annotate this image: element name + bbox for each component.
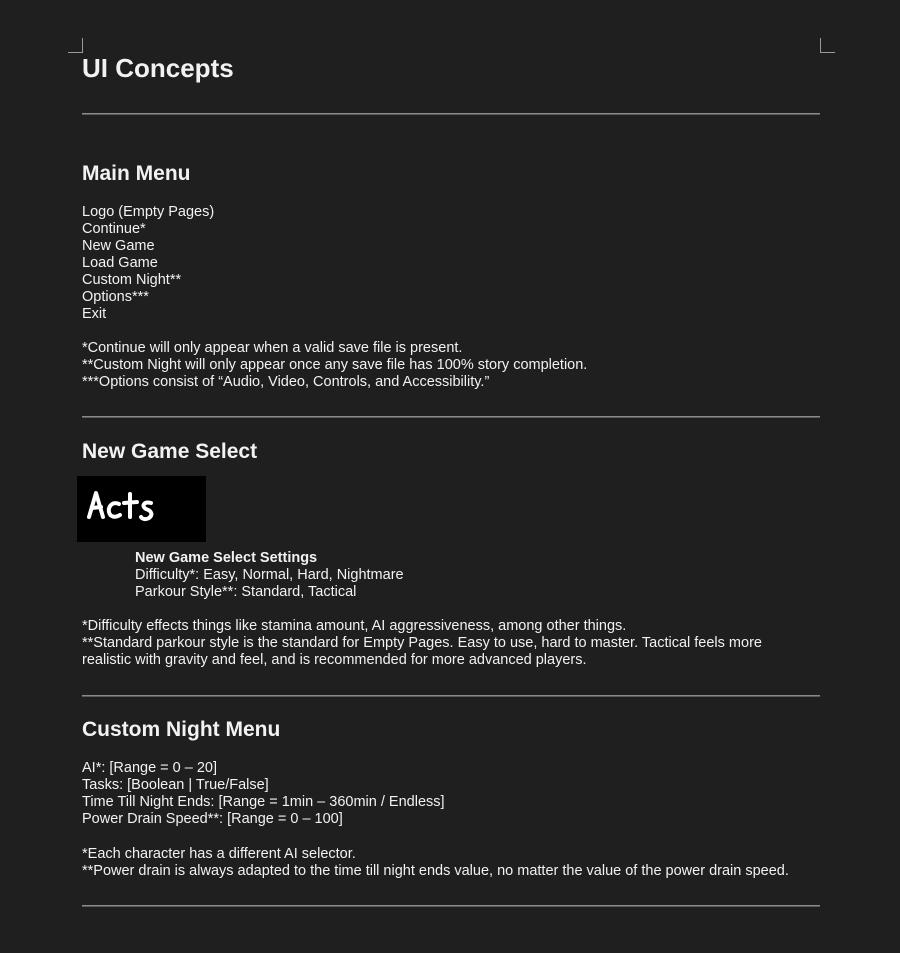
horizontal-rule [82,113,820,115]
main-menu-items [82,204,214,323]
main-menu-item: Custom Night** [82,272,182,288]
new-game-select-settings [135,550,404,601]
footnote: *Each character has a different AI selector. [82,846,356,862]
footnote: **Custom Night will only appear once any save file has 100% story completion. [82,357,588,373]
footnote: ***Options consist of “Audio, Video, Controls, and Accessibility.” [82,374,490,390]
custom-night-item: Power Drain Speed**: [Range = 0 – 100] [82,811,343,827]
custom-night-items [82,760,445,828]
main-menu-item: Options*** [82,289,149,305]
main-menu-item: Logo (Empty Pages) [82,204,215,220]
settings-heading: New Game Select Settings [135,550,318,566]
custom-night-menu-heading: Custom Night Menu [82,718,281,741]
custom-night-item: AI*: [Range = 0 – 20] [82,760,218,776]
footnote: **Power drain is always adapted to the time till night ends value, no matter the value of the power drain speed. [82,863,789,879]
custom-night-item: Tasks: [Boolean | True/False] [82,777,269,793]
page-corner-mark-top-right [820,38,835,53]
main-menu-item: Exit [82,306,107,322]
custom-night-item: Time Till Night Ends: [Range = 1min – 360min / Endless] [82,794,445,810]
page-corner-mark-top-left [68,38,83,53]
settings-item: Difficulty*: Easy, Normal, Hard, Nightmare [135,567,404,583]
acts-handwriting-icon [77,476,206,542]
main-menu-item: Load Game [82,255,158,271]
footnote: *Continue will only appear when a valid save file is present. [82,340,463,356]
horizontal-rule [82,695,820,697]
new-game-select-heading: New Game Select [82,440,258,463]
horizontal-rule [82,905,820,907]
custom-night-notes [82,846,789,880]
settings-item: Parkour Style**: Standard, Tactical [135,584,357,600]
acts-image [77,476,206,542]
footnote: **Standard parkour style is the standard for Empty Pages. Easy to use, hard to master. Tactical feels more [82,635,762,651]
main-menu-item: Continue* [82,221,146,237]
document-title: UI Concepts [82,53,234,83]
main-menu-item: New Game [82,238,155,254]
footnote: realistic with gravity and feel, and is recommended for more advanced players. [82,652,587,668]
footnote: *Difficulty effects things like stamina amount, AI aggressiveness, among other things. [82,618,627,634]
horizontal-rule [82,416,820,418]
new-game-select-notes [82,618,762,669]
main-menu-notes [82,340,587,391]
main-menu-heading: Main Menu [82,162,191,185]
